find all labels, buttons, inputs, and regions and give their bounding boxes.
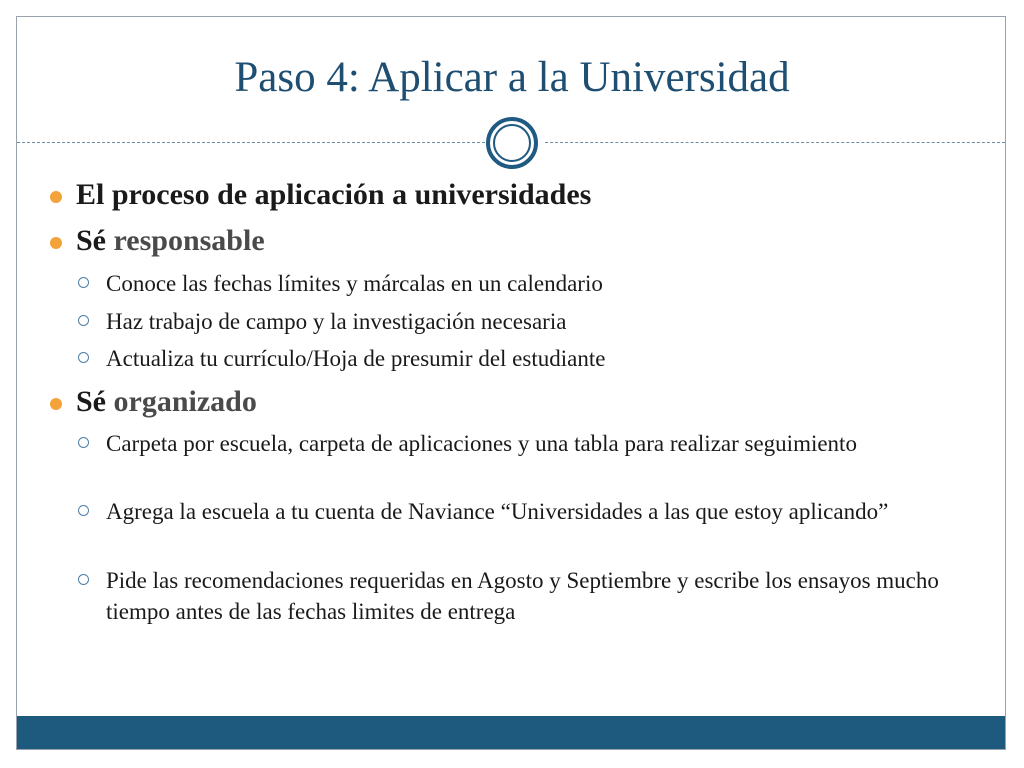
bullet-dot [50,237,62,249]
sub-bullet-circle [78,574,89,585]
bullet-proceso [76,178,591,212]
sub-item [106,268,986,299]
sub-bullet-circle [78,315,89,326]
sub-bullet-circle [78,352,89,363]
sub-bullet-circle [78,277,89,288]
bullet-prefix: Sé [76,385,106,418]
sub-bullet-circle [78,505,89,516]
bullet-organizado [76,385,257,419]
sub-item-text: Carpeta por escuela, carpeta de aplicaciones y una tabla para realizar seguimiento [106,431,857,456]
bullet-responsable [76,224,265,258]
sub-bullet-circle [78,437,89,448]
sub-item-text: Actualiza tu currículo/Hoja de presumir del estudiante [106,346,606,371]
bullet-prefix: Sé [76,224,106,257]
bullet-text: El proceso de aplicación a universidades [76,178,592,211]
sub-item-text: Pide las recomendaciones requeridas en Agosto y Septiembre y escribe los ensayos mucho tiempo antes de las fechas limites de entrega [106,568,939,624]
bullet-dot [50,191,62,203]
sub-item-text: Haz trabajo de campo y la investigación necesaria [106,309,567,334]
sub-item [106,496,986,527]
slide-title: Paso 4: Aplicar a la Universidad [234,54,790,101]
sub-item [106,428,986,459]
sub-item-text: Conoce las fechas límites y márcalas en un calendario [106,271,603,296]
bullet-term: organizado [106,385,257,418]
bottom-accent-bar [17,716,1005,749]
bullet-term: responsable [106,224,265,257]
sub-item [106,343,986,374]
bullet-dot [50,398,62,410]
sub-item [106,306,986,337]
sub-item-text: Agrega la escuela a tu cuenta de Naviance “Universidades a las que estoy aplicando” [106,499,889,524]
sub-item [106,565,986,627]
